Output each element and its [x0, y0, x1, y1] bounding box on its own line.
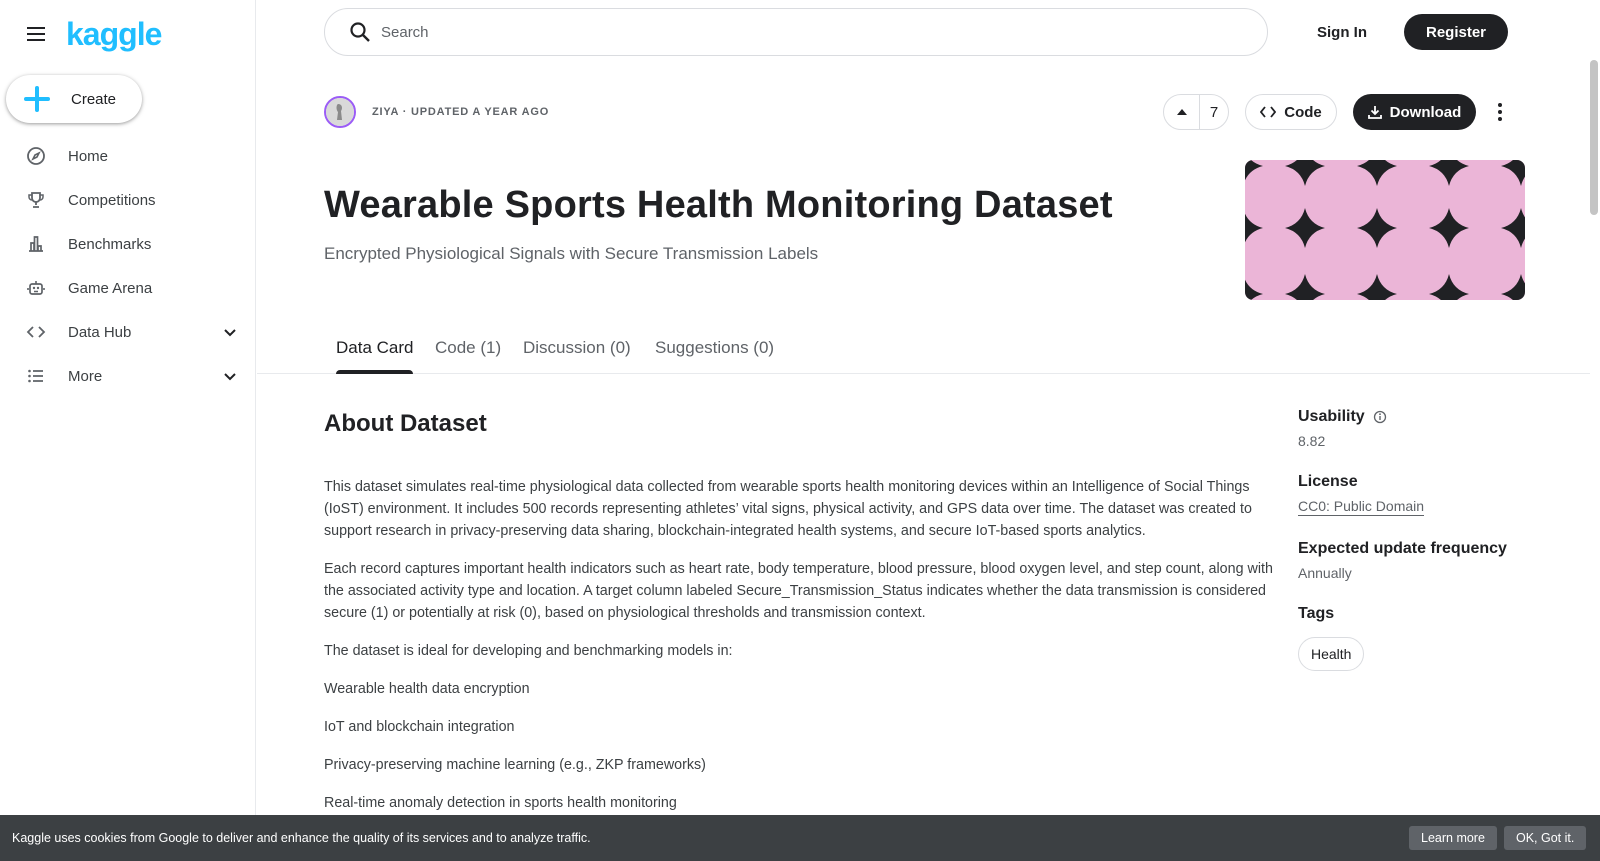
tab-suggestions[interactable]: Suggestions (0): [655, 338, 775, 357]
frequency-block: [1298, 540, 1558, 581]
sidebar-item-label: Home: [68, 147, 109, 165]
license-link[interactable]: CC0: Public Domain: [1298, 498, 1425, 514]
sidebar-top: [24, 18, 161, 50]
avatar[interactable]: [324, 96, 356, 128]
upvote-control: [1163, 94, 1229, 130]
compass-icon: [26, 146, 46, 166]
cookie-banner: [0, 815, 1600, 861]
sidebar-item-label: Competitions: [68, 191, 156, 209]
sidebar-item-label: Benchmarks: [68, 235, 152, 253]
tab-code[interactable]: Code (1): [435, 338, 502, 357]
sidebar-item-label: Data Hub: [68, 323, 132, 341]
create-button[interactable]: [6, 75, 142, 123]
usability-value: 8.82: [1298, 433, 1326, 449]
author-updated-text: ZIYA · UPDATED A YEAR AGO: [372, 106, 550, 118]
author-line: [324, 96, 549, 128]
frequency-label: Expected update frequency: [1298, 540, 1507, 557]
about-paragraph: The dataset is ideal for developing and benchmarking models in:: [324, 643, 733, 659]
tags-label: Tags: [1298, 605, 1335, 622]
caret-up-icon: [1176, 107, 1188, 117]
sidebar-item-home[interactable]: [0, 134, 255, 178]
about-body: [324, 476, 1284, 830]
sidebar-item-competitions[interactable]: [0, 178, 255, 222]
trophy-icon: [26, 190, 46, 210]
scrollbar[interactable]: [1590, 60, 1598, 215]
dataset-tabs: [257, 330, 1590, 374]
sidebar-item-more[interactable]: [0, 354, 255, 398]
sidebar-item-game-arena[interactable]: [0, 266, 255, 310]
learn-more-button[interactable]: Learn more: [1409, 826, 1497, 850]
kaggle-logo[interactable]: kaggle: [66, 16, 162, 52]
about-paragraph: This dataset simulates real-time physiological data collected from wearable sports health monitoring devices within an Intelligence of Social Things (IoST) environment. It includes 500 records representing athletes’ vital signs, physical activity, and GPS data over time. The dataset was created to support research in privacy-preserving data sharing, blockchain-integrated health systems, and secure IoT-based sports analytics.: [324, 479, 1252, 539]
frequency-value: Annually: [1298, 565, 1352, 581]
menu-icon[interactable]: [24, 22, 48, 46]
license-block: [1298, 473, 1558, 516]
upvote-count: 7: [1209, 103, 1219, 121]
list-item: Real-time anomaly detection in sports health monitoring: [324, 795, 677, 811]
code-icon: [26, 322, 46, 342]
sign-in-button[interactable]: Sign In: [1317, 23, 1367, 41]
license-label: License: [1298, 473, 1358, 490]
sidebar-item-benchmarks[interactable]: [0, 222, 255, 266]
code-icon: [1260, 105, 1276, 119]
usability-label: Usability: [1298, 408, 1365, 425]
dataset-meta: [1298, 408, 1558, 695]
search-bar[interactable]: [324, 8, 1268, 56]
download-icon: [1368, 105, 1382, 119]
about-paragraph: Each record captures important health indicators such as heart rate, body temperature, blood pressure, blood oxygen level, and step count, along with the associated activity type and location. A target column labeled Secure_Transmission_Status indicates whether the data transmission is considered secure (1) or potentially at risk (0), based on physiological thresholds and transmission context.: [324, 561, 1273, 621]
code-button-label: Code: [1284, 103, 1322, 121]
list-item: Wearable health data encryption: [324, 681, 530, 697]
download-button[interactable]: [1353, 94, 1476, 130]
sidebar-item-label: More: [68, 367, 103, 385]
list-item: IoT and blockchain integration: [324, 719, 515, 735]
tags-block: [1298, 605, 1558, 671]
sidebar: [0, 0, 256, 861]
download-button-label: Download: [1389, 103, 1462, 121]
about-heading: About Dataset: [324, 410, 487, 437]
list-item: Privacy-preserving machine learning (e.g., ZKP frameworks): [324, 757, 706, 773]
dataset-subtitle: Encrypted Physiological Signals with Secure Transmission Labels: [324, 244, 819, 263]
dataset-banner-image: [1245, 160, 1525, 300]
usability-block: [1298, 408, 1558, 449]
tag-health[interactable]: Health: [1298, 637, 1364, 671]
code-button[interactable]: [1245, 94, 1337, 130]
create-label: Create: [71, 90, 117, 108]
sidebar-item-data-hub[interactable]: [0, 310, 255, 354]
cookie-text: Kaggle uses cookies from Google to deliver and enhance the quality of its services and to analyze traffic.: [12, 831, 591, 845]
search-icon: [349, 21, 371, 43]
bar-chart-icon: [26, 234, 46, 254]
sidebar-nav: [0, 134, 255, 398]
upvote-button[interactable]: [1164, 95, 1200, 129]
ok-got-it-button[interactable]: OK, Got it.: [1504, 826, 1586, 850]
chevron-down-icon[interactable]: [222, 368, 238, 384]
robot-icon: [26, 278, 46, 298]
more-options-icon[interactable]: [1488, 100, 1512, 124]
chevron-down-icon[interactable]: [222, 324, 238, 340]
sidebar-item-label: Game Arena: [68, 279, 153, 297]
search-input[interactable]: [381, 24, 1241, 41]
tab-data-card[interactable]: Data Card: [336, 330, 413, 374]
tab-discussion[interactable]: Discussion (0): [523, 338, 631, 357]
list-icon: [26, 366, 46, 386]
register-button[interactable]: Register: [1404, 14, 1508, 50]
info-icon[interactable]: [1373, 410, 1387, 424]
dataset-title: Wearable Sports Health Monitoring Dataset: [324, 184, 1113, 226]
plus-icon: [24, 86, 50, 112]
